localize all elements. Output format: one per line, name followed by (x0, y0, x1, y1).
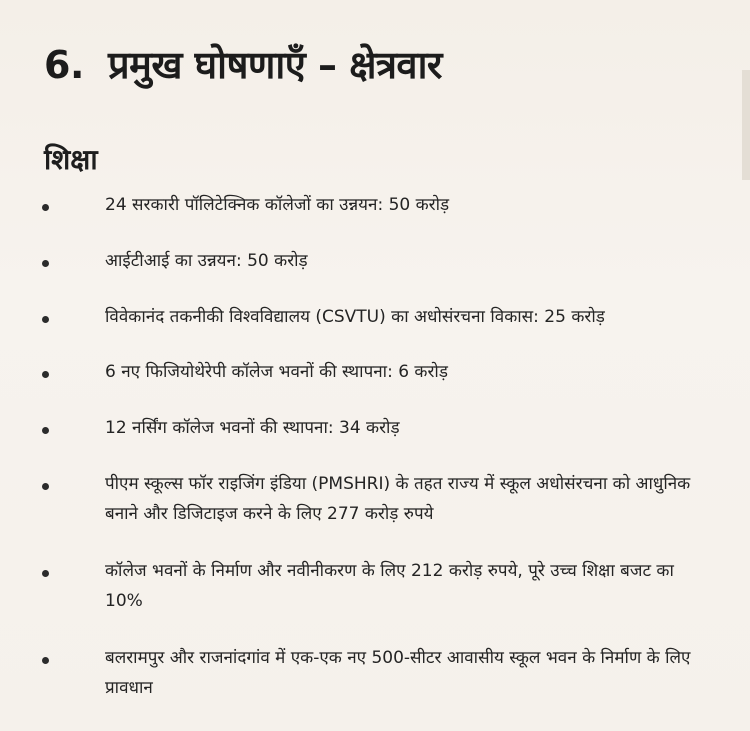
list-item-text: आईटीआई का उन्नयन: 50 करोड़ (105, 251, 308, 271)
list-item-text: कॉलेज भवनों के निर्माण और नवीनीकरण के लिए 212 करोड़ रुपये, पूरे उच्च शिक्षा बजट का 10% (105, 561, 674, 611)
section-number: 6. (44, 43, 84, 87)
bullet-icon (42, 260, 49, 267)
bullet-icon (42, 427, 49, 434)
subsection-heading: शिक्षा (44, 143, 98, 176)
bullet-icon (42, 371, 49, 378)
bullet-icon (42, 570, 49, 577)
bullet-icon (42, 657, 49, 664)
bullet-icon (42, 483, 49, 490)
list-item-text: बलरामपुर और राजनांदगांव में एक-एक नए 500-सीटर आवासीय स्कूल भवन के निर्माण के लिए प्रावधान (105, 648, 691, 698)
list-item-text: 6 नए फिजियोथेरेपी कॉलेज भवनों की स्थापना: 6 करोड़ (105, 362, 448, 382)
list-item-text: 12 नर्सिंग कॉलेज भवनों की स्थापना: 34 करोड़ (105, 418, 400, 438)
section-heading (44, 38, 442, 90)
section-title: प्रमुख घोषणाएँ – क्षेत्रवार (108, 43, 442, 87)
list-item-text: पीएम स्कूल्स फॉर राइजिंग इंडिया (PMSHRI) के तहत राज्य में स्कूल अधोसंरचना को आधुनिक बनाने और डिजिटाइज करने के लिए 277 करोड़ रुपये (105, 474, 691, 524)
list-item-text: विवेकानंद तकनीकी विश्वविद्यालय (CSVTU) का अधोसंरचना विकास: 25 करोड़ (105, 307, 605, 327)
bullet-icon (42, 316, 49, 323)
bullet-icon (42, 204, 49, 211)
page-edge-shadow (742, 70, 750, 180)
list-item-text: 24 सरकारी पॉलिटेक्निक कॉलेजों का उन्नयन: 50 करोड़ (105, 195, 450, 215)
